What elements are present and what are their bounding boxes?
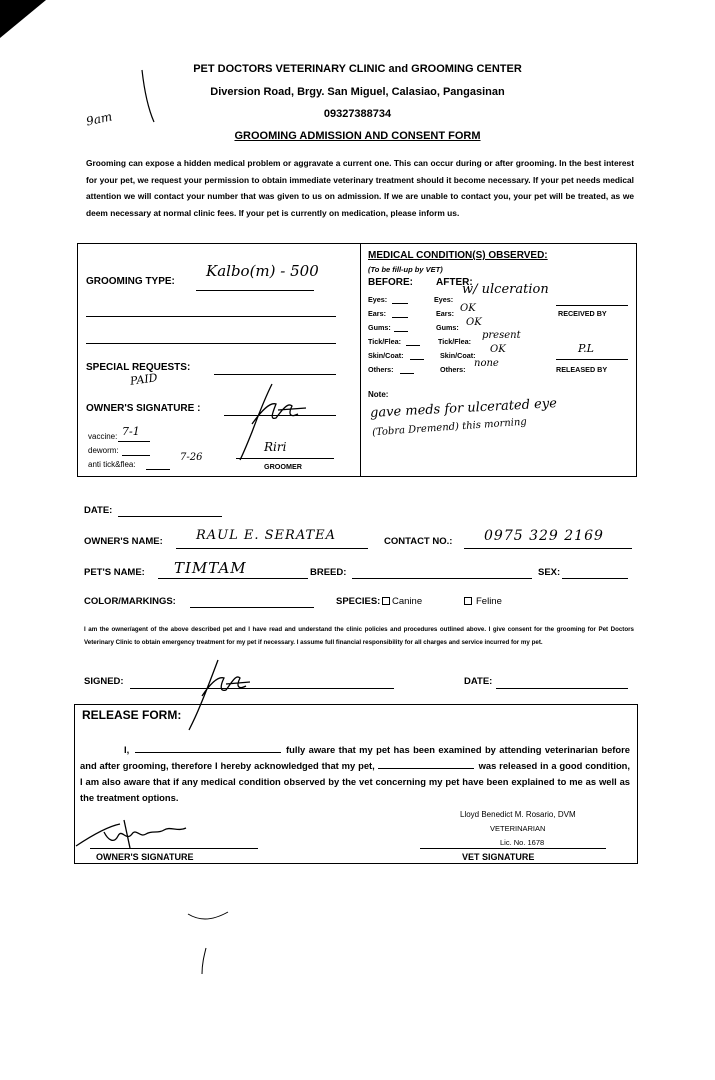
pet-name-label: PET'S NAME: [84, 567, 145, 578]
note-line-1[interactable]: gave meds for ulcerated eye [369, 396, 558, 421]
species-feline-checkbox[interactable] [464, 597, 472, 605]
clinic-address: Diversion Road, Brgy. San Miguel, Calasiao, Pangasinan [210, 86, 505, 98]
vet-title: VETERINARIAN [490, 824, 546, 833]
before-eyes-line [392, 303, 408, 304]
after-gums-value[interactable]: OK [466, 317, 482, 328]
before-tick-line [406, 345, 420, 346]
after-others-label: Others: [440, 365, 466, 374]
release-owner-signature-line [90, 848, 258, 849]
date2-label: DATE: [464, 676, 493, 687]
before-tick-label: Tick/Flea: [368, 337, 402, 346]
clinic-phone: 09327388734 [323, 108, 392, 120]
signed-line [130, 688, 394, 689]
note-line-2[interactable]: (Tobra Dremend) this morning [371, 416, 528, 439]
after-eyes-value[interactable]: w/ ulceration [462, 282, 549, 297]
released-by-line [556, 359, 628, 360]
species-canine-label: Canine [392, 596, 423, 607]
species-label: SPECIES: [336, 596, 381, 607]
groomer-line [236, 458, 334, 459]
grooming-type-line [196, 290, 314, 291]
after-skin-label: Skin/Coat: [440, 351, 476, 360]
breed-line [352, 578, 532, 579]
pet-name-value[interactable]: TIMTAM [174, 559, 247, 577]
time-annotation: 9am [84, 109, 114, 129]
grooming-type-value[interactable]: Kalbo(m) - 500 [206, 262, 319, 280]
column-divider [360, 243, 361, 477]
date-label: DATE: [84, 505, 113, 516]
release-paragraph [80, 742, 630, 806]
grooming-blank-line-1 [86, 316, 336, 317]
release-owner-signature-label: OWNER'S SIGNATURE [96, 852, 194, 862]
special-requests-label: SPECIAL REQUESTS: [86, 362, 191, 373]
pet-name-line [158, 578, 308, 579]
vet-license: Lic. No. 1678 [500, 838, 545, 847]
after-skin-value[interactable]: OK [490, 344, 506, 355]
species-feline-label: Feline [476, 596, 502, 607]
after-label: AFTER: [436, 277, 473, 288]
grooming-blank-line-2 [86, 343, 336, 344]
sex-line [562, 578, 628, 579]
before-label: BEFORE: [368, 277, 413, 288]
owner-name-value[interactable]: RAUL E. SERATEA [196, 528, 337, 543]
contact-value[interactable]: 0975 329 2169 [484, 528, 604, 544]
scan-corner-artifact [0, 0, 46, 38]
vet-signature-line [420, 848, 606, 849]
paid-mark: PAID [129, 371, 159, 388]
antitick-value[interactable]: 7-26 [180, 452, 203, 463]
vaccine-label: vaccine: [88, 432, 118, 441]
after-ears-value[interactable]: OK [460, 303, 476, 314]
intro-paragraph: Grooming can expose a hidden medical problem or aggravate a current one. This can occur during or after grooming. In the best interest for your pet, we request your permission to obtain immediate veterinary treatment should it become necessary. If your pet needs medical attention we will contact your number that was given to us on admission. If we are unable to contact you, your pet will be treated, as we deem necessary at normal clinic fees. If your pet is currently on medication, please inform us. [86, 158, 634, 218]
grooming-type-label: GROOMING TYPE: [86, 276, 175, 287]
medical-subtitle: (To be fill-up by VET) [368, 265, 443, 274]
release-text-1: fully aware that my pet has been examined by attending veterinarian before and after grooming, therefore I hereby acknowledged that my pet, [80, 744, 631, 771]
before-eyes-label: Eyes: [368, 295, 388, 304]
contact-line [464, 548, 632, 549]
before-gums-line [394, 331, 408, 332]
before-gums-label: Gums: [368, 323, 391, 332]
antitick-line [146, 469, 170, 470]
deworm-line [122, 455, 150, 456]
breed-label: BREED: [310, 567, 347, 578]
release-text-2: was released in a good condition, I am also aware that if any medical condition observed by the vet concerning my pet have been explained to me as well as the treatment options. [80, 760, 630, 803]
after-ears-label: Ears: [436, 309, 454, 318]
before-ears-label: Ears: [368, 309, 386, 318]
received-by-line [556, 305, 628, 306]
released-by-value[interactable]: P.L [578, 342, 594, 355]
signed-label: SIGNED: [84, 676, 124, 687]
groomer-label: GROOMER [264, 462, 302, 471]
before-skin-label: Skin/Coat: [368, 351, 404, 360]
groomer-value[interactable]: Riri [264, 440, 287, 454]
date2-line [496, 688, 628, 689]
clinic-name: PET DOCTORS VETERINARY CLINIC and GROOMING CENTER [193, 63, 522, 75]
deworm-label: deworm: [88, 446, 119, 455]
release-title: RELEASE FORM: [82, 708, 182, 722]
antitick-label: anti tick&flea: [88, 460, 136, 469]
note-label: Note: [368, 390, 389, 399]
vet-name: Lloyd Benedict M. Rosario, DVM [460, 810, 576, 819]
stray-pen-marks [184, 900, 234, 980]
date-line [118, 516, 222, 517]
contact-label: CONTACT NO.: [384, 536, 453, 547]
owner-name-label: OWNER'S NAME: [84, 536, 163, 547]
after-gums-label: Gums: [436, 323, 459, 332]
sex-label: SEX: [538, 567, 561, 578]
species-canine-checkbox[interactable] [382, 597, 390, 605]
owner-signature-label: OWNER'S SIGNATURE : [86, 403, 201, 414]
after-eyes-label: Eyes: [434, 295, 454, 304]
form-title: GROOMING ADMISSION AND CONSENT FORM [234, 130, 481, 142]
owner-name-line [176, 548, 368, 549]
received-by-label: RECEIVED BY [558, 309, 607, 318]
after-others-value[interactable]: none [474, 358, 499, 369]
vet-signature-label: VET SIGNATURE [462, 852, 535, 862]
after-tick-label: Tick/Flea: [438, 337, 472, 346]
special-requests-line [214, 374, 336, 375]
released-by-label: RELEASED BY [556, 365, 608, 374]
release-i-label: I, [124, 744, 130, 755]
release-name-blank[interactable] [135, 752, 281, 753]
color-line [190, 607, 314, 608]
vaccine-value[interactable]: 7-1 [122, 425, 140, 438]
after-tick-value[interactable]: present [482, 330, 521, 341]
consent-paragraph: I am the owner/agent of the above described pet and I have read and understand the clinic policies and procedures outlined above. I give consent for the grooming for Pet Doctors Veterinary Clinic to obtain emergency treatment for my pet if necessary. I assume full financial responsibility for all charges and service incurred for my pet. [84, 626, 634, 646]
before-others-label: Others: [368, 365, 394, 374]
vaccine-line [118, 441, 150, 442]
before-ears-line [392, 317, 408, 318]
before-skin-line [410, 359, 424, 360]
medical-title: MEDICAL CONDITION(S) OBSERVED: [368, 250, 548, 261]
before-others-line [400, 373, 414, 374]
release-pet-blank[interactable] [378, 768, 474, 769]
color-label: COLOR/MARKINGS: [84, 596, 176, 607]
